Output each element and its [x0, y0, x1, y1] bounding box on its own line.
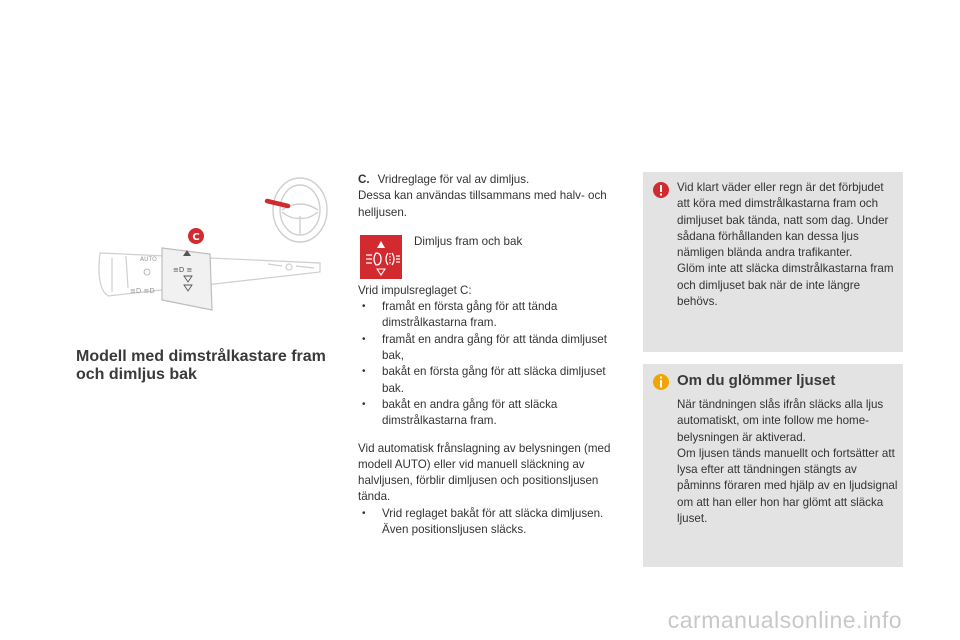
list-item: • bakåt en andra gång för att släcka dimstrålkastarna fram.: [358, 397, 628, 430]
warning-icon: [653, 182, 669, 198]
c-text: Vridreglage för val av dimljus.: [377, 173, 530, 186]
section-title: Modell med dimstrålkastare fram och dimljus bak: [76, 348, 326, 383]
main-column: [358, 172, 628, 538]
svg-text:≡D ≡: ≡D ≡: [173, 266, 193, 274]
fog-light-front-rear-icon: [360, 235, 402, 279]
warning-text: [677, 180, 899, 310]
stalk-illustration: [92, 168, 337, 318]
watermark: carmanualsonline.info: [667, 607, 902, 633]
warning-text-1: Vid klart väder eller regn är det förbjudet att köra med dimstrålkastarna fram och dimljuset bak tända, natt som dag. Under sådana förhållanden kan dessa ljus nämligen blända andra trafikanter.: [677, 181, 889, 260]
info-title: Om du glömmer ljuset: [677, 372, 836, 389]
warning-panel: [643, 172, 903, 352]
list-item: • framåt en andra gång för att tända dimljuset bak,: [358, 332, 628, 365]
list-item: • bakåt en första gång för att släcka dimljuset bak.: [358, 364, 628, 397]
auto-paragraph: Vid automatisk frånslagning av belysningen (med modell AUTO) eller vid manuell släckning av halvljusen, förblir dimljusen och positionsljusen tända.: [358, 441, 611, 504]
c-desc: Dessa kan användas tillsammans med halv- och helljusen.: [358, 189, 607, 219]
info-text: [677, 397, 899, 527]
auto-list: [358, 506, 628, 539]
c-label: C.: [358, 173, 370, 186]
c-badge: C: [192, 232, 200, 243]
info-panel: [643, 364, 903, 567]
fog-light-row: [358, 233, 628, 283]
vrid-list: [358, 299, 628, 429]
info-text-1: När tändningen slås ifrån släcks alla ljus automatiskt, om inte follow me home-belysningen är aktiverad.: [677, 398, 884, 444]
vrid-intro: Vrid impulsreglaget C:: [358, 283, 472, 297]
list-item: • Vrid reglaget bakåt för att släcka dimljusen. Även positionsljusen släcks.: [358, 506, 628, 539]
info-text-2: Om ljusen tänds manuellt och fortsätter att lysa efter att tändningen stängts av påminns föraren med hjälp av en ljudsignal om att han eller hon har glömt att släcka ljuset.: [677, 446, 898, 526]
auto-label: AUTO: [140, 256, 157, 263]
c-description: [358, 172, 628, 188]
list-item: • framåt en första gång för att tända dimstrålkastarna fram.: [358, 299, 628, 332]
warning-text-2: Glöm inte att släcka dimstrålkastarna fram och dimljuset bak när de inte längre behövs.: [677, 262, 894, 309]
svg-text:≡D ≡D: ≡D ≡D: [130, 287, 155, 295]
info-icon: [653, 374, 669, 390]
fog-light-label: Dimljus fram och bak: [414, 234, 523, 248]
